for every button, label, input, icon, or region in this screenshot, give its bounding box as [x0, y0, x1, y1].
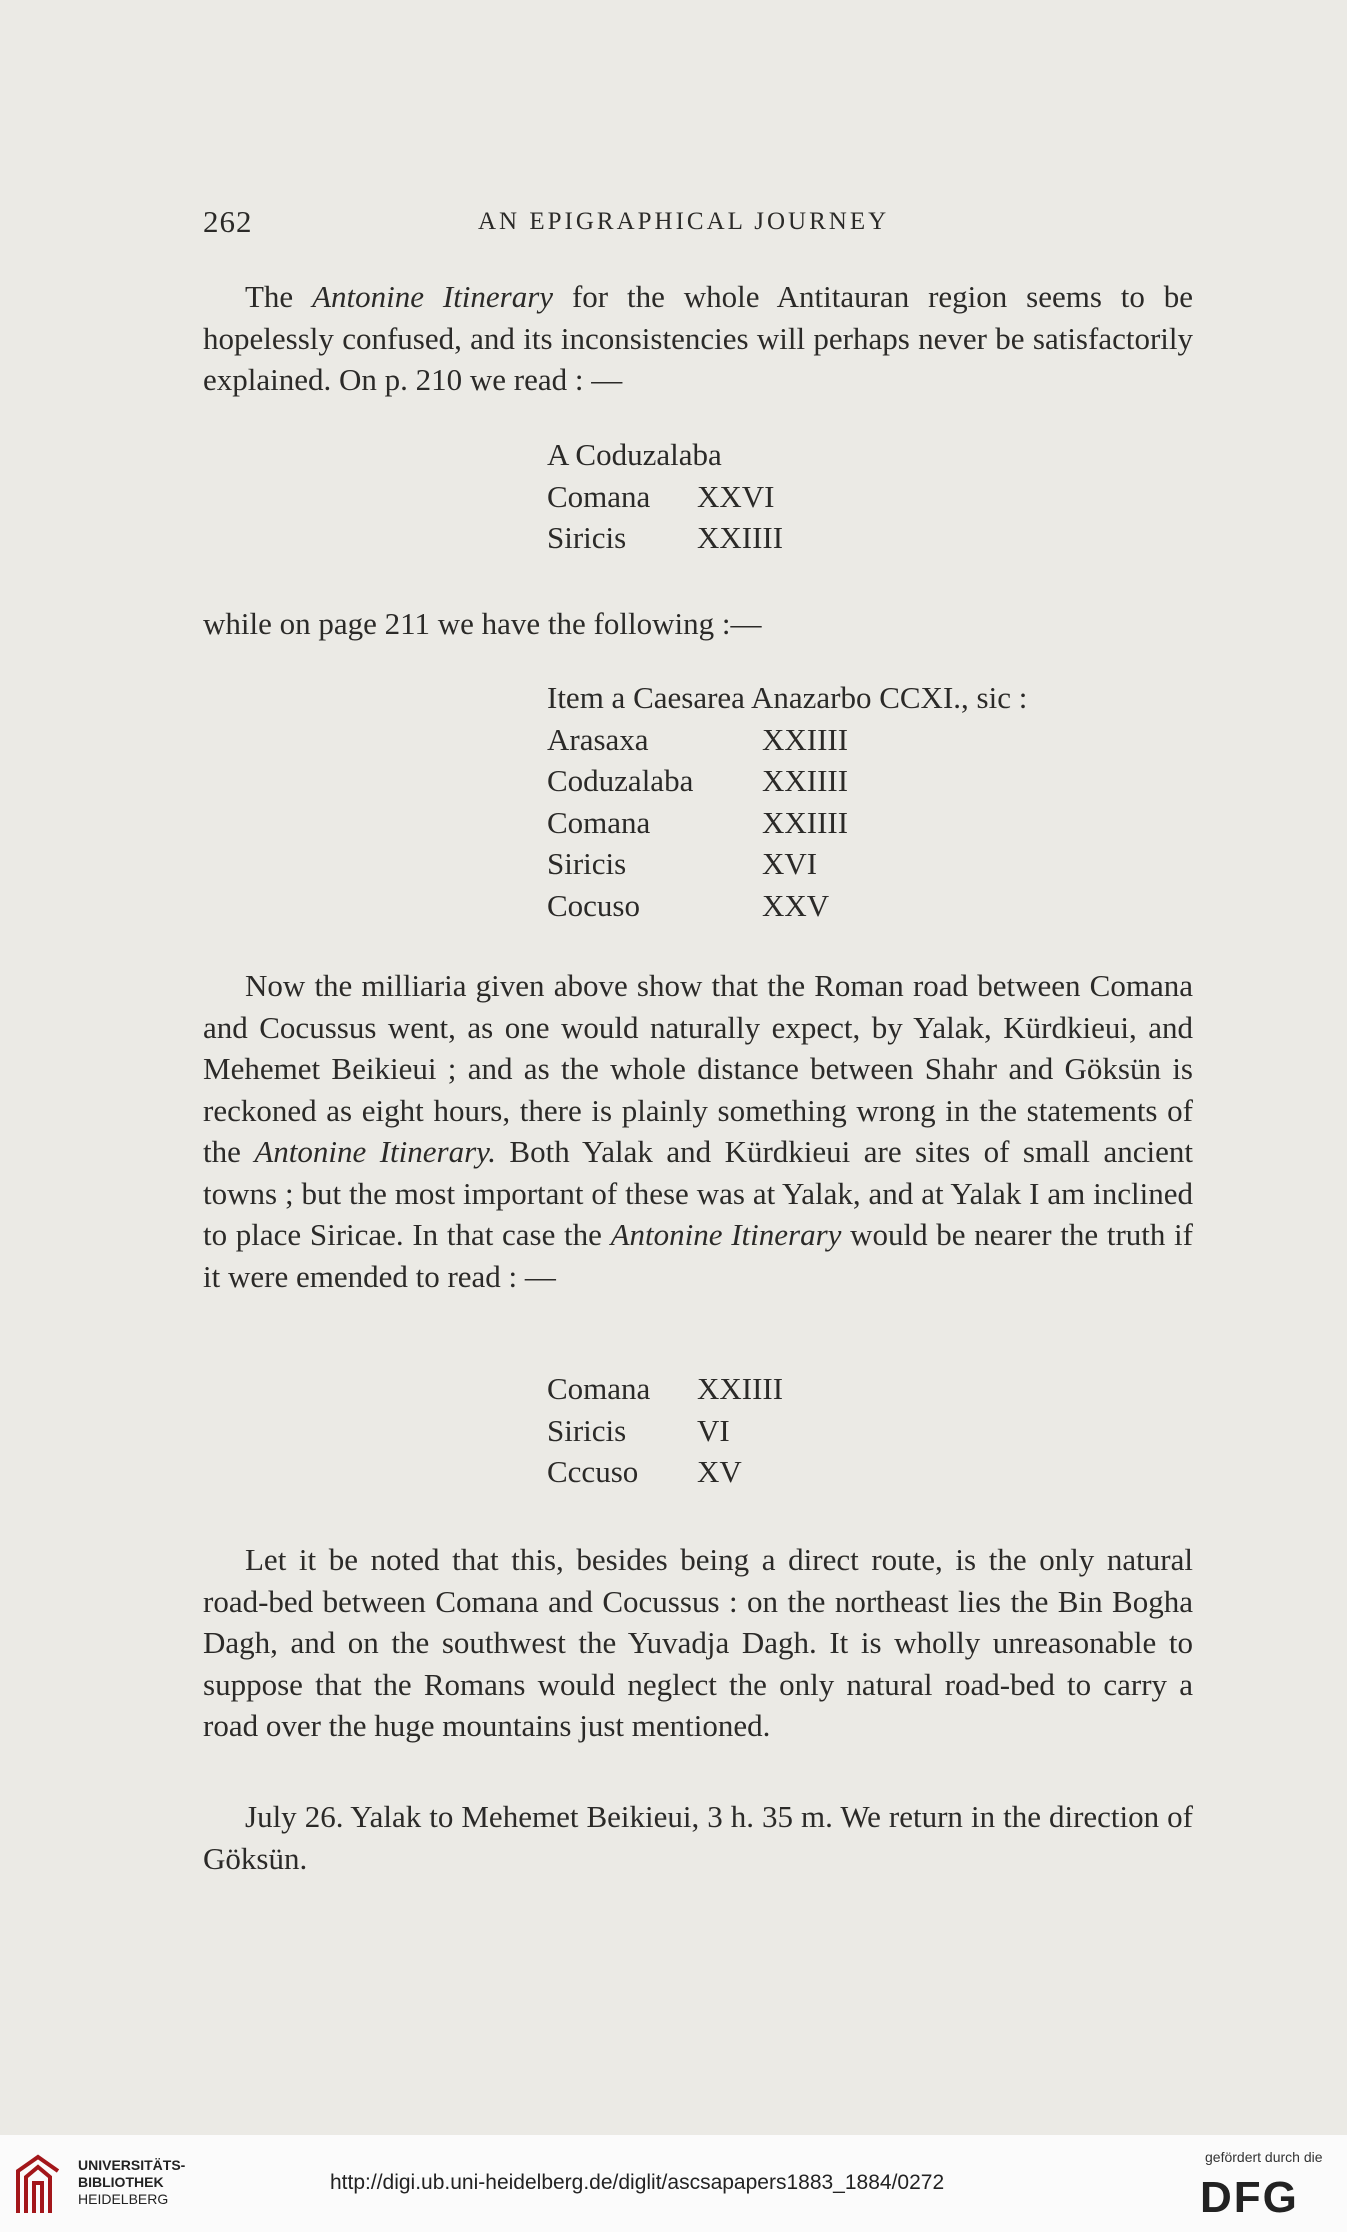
running-title: AN EPIGRAPHICAL JOURNEY [478, 208, 890, 235]
paragraph-1-italic: Antonine Itinerary [312, 279, 554, 314]
paragraph-1-text-a: The [245, 279, 313, 314]
mile-count: XXV [762, 887, 830, 923]
mile-count: XV [697, 1454, 742, 1489]
paragraph-1 [203, 276, 1193, 401]
table-row [547, 719, 1027, 761]
table-row [547, 434, 783, 476]
table-row [547, 843, 1027, 885]
table-row [547, 802, 1027, 844]
mile-count: XXIIII [762, 763, 849, 798]
mile-count: XVI [762, 846, 818, 881]
mile-count: XXIIII [762, 804, 849, 840]
university-library-logo-icon [14, 2153, 62, 2217]
library-name-line-3: HEIDELBERG [78, 2191, 169, 2207]
viewer-footer [0, 2135, 1347, 2232]
table-heading-text: Item a Caesarea Anazarbo CCXI., sic : [547, 680, 1028, 715]
page-header [203, 204, 1193, 244]
place-name: Comana [547, 1371, 651, 1406]
library-name-line-1: UNIVERSITÄTS- [78, 2157, 186, 2173]
mile-count: XXIIII [762, 721, 849, 757]
mile-count: VI [697, 1412, 730, 1448]
place-name: Siricis [547, 520, 627, 555]
place-name: Cccuso [547, 1454, 639, 1489]
table-row [547, 760, 1027, 802]
itinerary-table-3 [547, 1368, 783, 1493]
mile-count: XXIIII [697, 1371, 784, 1406]
place-name: Comana [547, 478, 651, 514]
page-number: 262 [203, 204, 253, 239]
place-name: Cocuso [547, 887, 640, 923]
itinerary-table-2 [547, 677, 1027, 926]
paragraph-3-italic-a: Antonine Itinerary. [254, 1134, 496, 1169]
paragraph-3-text-a: Now the milliaria given above show that the Roman road between Comana and Cocussus went, as one would naturally expect, by Yalak, Kürdkieui, and Mehemet Beikieui ; and as the whole distance between Shahr and Göksün is reckoned as eight hours, there is plainly something wrong in the statements of the [203, 968, 1193, 1169]
paragraph-3-text-b: Both Yalak and Kürdkieui are sites of small ancient towns ; but the most important of these was at Yalak, and at Yalak I am inclined to place Siricae. In that case the [203, 1134, 1194, 1252]
paragraph-2-text: while on page 211 we have the following :— [203, 606, 762, 641]
place-name: Siricis [547, 846, 627, 881]
table-row [547, 476, 783, 518]
place-name: Siricis [547, 1412, 627, 1448]
table-row [547, 1410, 783, 1452]
place-name: Comana [547, 804, 651, 840]
table-row [547, 885, 1027, 927]
table-row [547, 1451, 783, 1493]
paragraph-3-italic-b: Antonine Itinerary [610, 1217, 842, 1252]
funded-by-label: gefördert durch die [1205, 2149, 1323, 2165]
paragraph-5 [203, 1796, 1193, 1879]
table-heading [547, 677, 1027, 719]
itinerary-table-1 [547, 434, 783, 559]
place-name: Arasaxa [547, 721, 649, 757]
paragraph-4 [203, 1539, 1193, 1747]
paragraph-3-text-c: would be nearer the truth if it were emended to read : — [203, 1217, 1193, 1294]
table-row [547, 517, 783, 559]
library-name-line-2: BIBLIOTHEK [78, 2174, 164, 2190]
paragraph-3 [203, 965, 1193, 1297]
place-name: A Coduzalaba [547, 437, 722, 472]
table-row [547, 1368, 783, 1410]
paragraph-2 [203, 603, 1193, 645]
library-name [78, 2157, 185, 2208]
paragraph-5-text: July 26. Yalak to Mehemet Beikieui, 3 h. 35 m. We return in the direction of Göksün. [203, 1799, 1193, 1876]
place-name: Coduzalaba [547, 763, 694, 798]
dfg-logo: DFG [1200, 2173, 1299, 2222]
permalink-url[interactable]: http://digi.ub.uni-heidelberg.de/diglit/ascsapapers1883_1884/0272 [330, 2171, 945, 2194]
mile-count: XXVI [697, 478, 775, 514]
mile-count: XXIIII [697, 520, 784, 555]
paragraph-1-text-b: for the whole Antitauran region seems to be hopelessly confused, and its inconsistencies will perhaps never be satisfactorily explained. On p. 210 we read : — [203, 279, 1194, 397]
paragraph-4-text: Let it be noted that this, besides being a direct route, is the only natural road-bed between Comana and Cocussus : on the northeast lies the Bin Bogha Dagh, and on the southwest the Yuvadja Dagh. It is wholly unreasonable to suppose that the Romans would neglect the only natural road-bed to carry a road over the huge mountains just mentioned. [203, 1542, 1193, 1743]
